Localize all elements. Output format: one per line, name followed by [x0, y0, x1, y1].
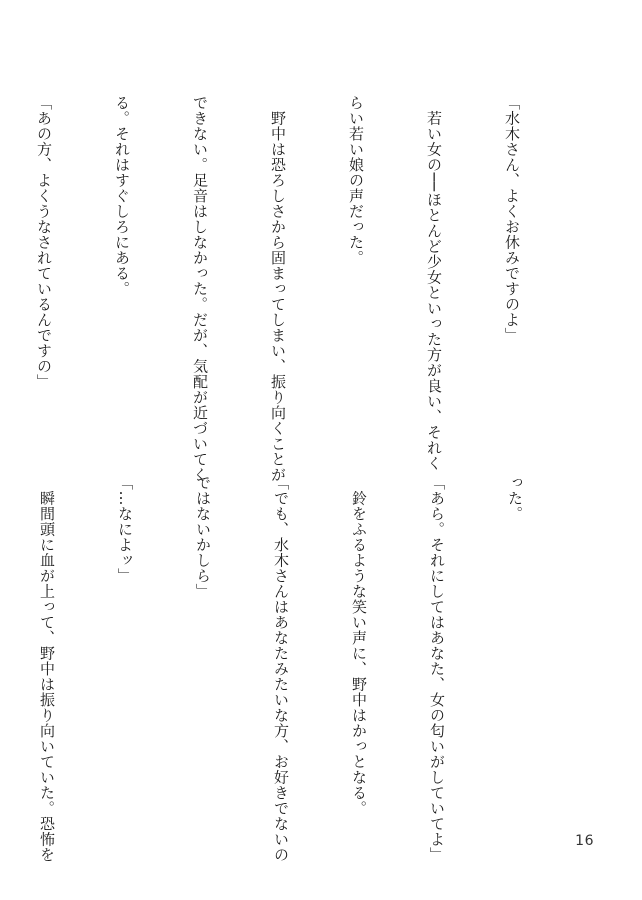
- text-line: 瞬間頭に血が上って、野中は振り向いていた。恐怖を: [38, 475, 56, 863]
- text-line: 「水木さん、よくお休みですのよ」: [503, 95, 521, 343]
- text-line: 「でも、水木さんはあなたみたいな方、お好きでないの: [272, 475, 290, 863]
- page-number: 16: [575, 833, 594, 849]
- lower-text-block: [0, 475, 580, 863]
- text-line: できない。足音はしなかった。だが、気配が近づいてく: [191, 95, 209, 483]
- text-line: らい若い娘の声だった。: [347, 95, 365, 266]
- text-line: 「あの方、よくうなされているんですの」: [35, 95, 53, 390]
- text-line: 鈴をふるような笑い声に、野中はかっとなる。: [350, 475, 368, 816]
- text-line: る。それはすぐしろにある。: [113, 95, 131, 297]
- text-line: った。: [506, 475, 524, 522]
- upper-text-block: [0, 95, 577, 483]
- text-line: ではないかしら」: [194, 475, 212, 599]
- text-line: 「あら。それにしてはあなた、女の匂いがしていてよ」: [428, 475, 446, 863]
- text-line: 野中は恐ろしさから固まってしまい、振り向くことが: [269, 95, 287, 483]
- text-line: 若い女の──ほとんど少女といった方が良い、それく: [425, 95, 443, 471]
- text-line: 「…なによッ」: [116, 475, 134, 584]
